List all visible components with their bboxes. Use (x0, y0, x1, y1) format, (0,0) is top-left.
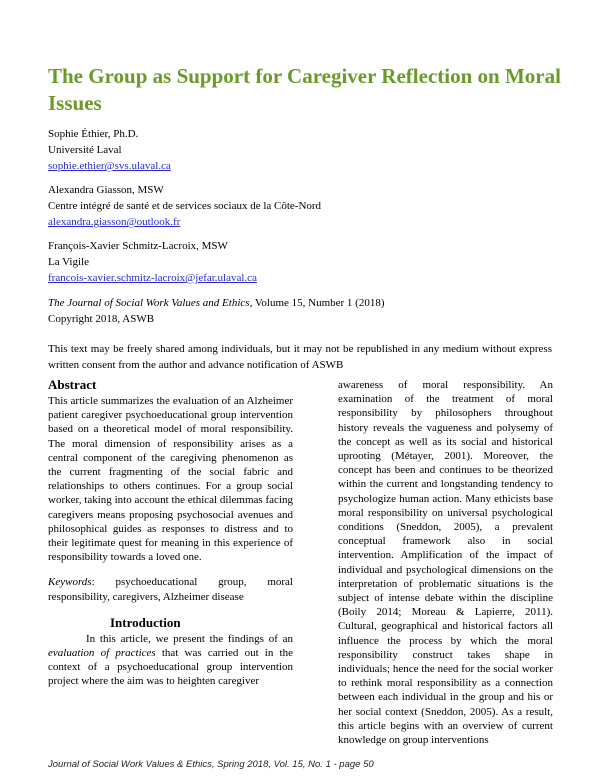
author-name: Alexandra Giasson, MSW (48, 184, 164, 196)
author-affiliation: La Vigile (48, 256, 89, 268)
introduction-text: In this article, we present the findings of an evaluation of practices that was carried out in the context of a psychoeducational group intervention project where the aim was to heighten caregiver (48, 632, 293, 688)
author-affiliation: Centre intégré de santé et de services sociaux de la Côte-Nord (48, 200, 322, 212)
citation-block (48, 295, 385, 327)
left-column (48, 377, 293, 689)
author-email-link[interactable]: alexandra.giasson@outlook.fr (48, 216, 181, 228)
article-title: The Group as Support for Caregiver Reflection on Moral Issues (48, 64, 561, 115)
abstract-text: This article summarizes the evaluation of an Alzheimer patient caregiver psychoeducational group intervention based on a theoretical model of moral responsibility. The moral dimension of responsibility arises as a central component of the caregiving phenomenon as the current fragmenting of the social fabric and relationships to others continues. For a group social worker, taking into account the ethical dilemmas facing caregivers means proposing psychosocial avenues and philosophical guides as responses to distress and to their legitimate quest for meaning in this experience of responsibility towards a loved one. (48, 395, 293, 564)
author-block-3 (48, 238, 257, 286)
author-block-2 (48, 182, 321, 230)
keywords-text: : psychoeducational group, moral responsibility, caregivers, Alzheimer disease (48, 576, 293, 603)
author-block-1 (48, 126, 171, 174)
page-footer: Journal of Social Work Values & Ethics, Spring 2018, Vol. 15, No. 1 - page 50 (48, 759, 374, 770)
author-name: François-Xavier Schmitz-Lacroix, MSW (48, 240, 228, 252)
keywords-line (48, 575, 293, 603)
keywords-label: Keywords (48, 576, 92, 589)
author-affiliation: Université Laval (48, 144, 122, 156)
citation-volume: , Volume 15, Number 1 (2018) (249, 297, 385, 309)
author-name: Sophie Éthier, Ph.D. (48, 128, 139, 140)
citation-line (48, 295, 385, 311)
abstract-heading: Abstract (48, 377, 97, 392)
author-email-link[interactable]: francois-xavier.schmitz-lacroix@jefar.ulaval.ca (48, 272, 257, 284)
copyright-line: Copyright 2018, ASWB (48, 313, 155, 325)
right-column (338, 378, 553, 747)
emphasis-text: evaluation of practices (48, 647, 156, 660)
body-text: awareness of moral responsibility. An examination of the treatment of moral responsibility by philosophers throughout history reveals the vagueness and polysemy of the concept as well as its social and historical uprooting (Métayer, 2001). Moreover, the concept has been and continues to be theorized within the current and longstanding tendency to psychologize human action. Many ethicists base moral responsibility on universal psychological conditions (Sneddon, 2005), a prevalent conceptual framework also in social intervention. Amplification of the impact of individual and psychological dimensions on the interpretation of problematic situations is the subject of intense debate within the discipline (Boily 2014; Moreau & Lapierre, 2011). Cultural, geographical and historical factors all influence the process by which the moral responsibility construct takes shape in individuals; hence the need for the social worker to rethink moral responsibility as a connection between each individual in the group and his or her social context (Sneddon, 2005). As a result, this article begins with an overview of current knowledge on group interventions (338, 379, 553, 747)
author-email-link[interactable]: sophie.ethier@svs.ulaval.ca (48, 160, 171, 172)
sharing-notice: This text may be freely shared among individuals, but it may not be republished in any medium without express written consent from the author and advance notification of ASWB (48, 343, 552, 371)
journal-name: The Journal of Social Work Values and Ethics (48, 297, 250, 309)
introduction-heading: Introduction (110, 614, 181, 630)
